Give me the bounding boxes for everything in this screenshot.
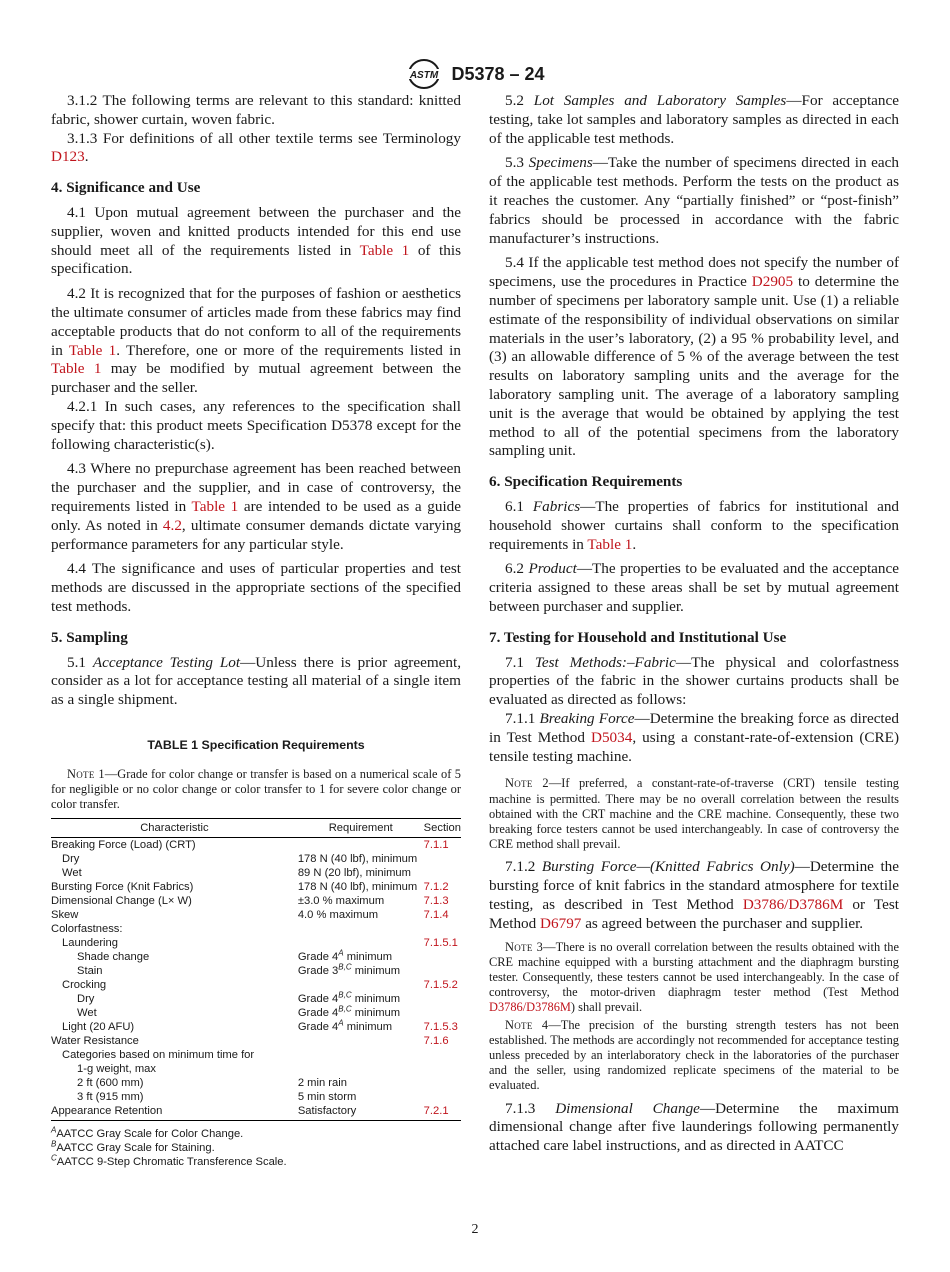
ref-d6797-link[interactable]: D6797 (540, 914, 582, 932)
table-row (51, 992, 461, 1006)
cell-characteristic: Categories based on minimum time for (62, 1049, 255, 1062)
cell-section-link (424, 1048, 461, 1062)
note-4: Note 4—The precision of the bursting strength testers has not been established. The methods are accordingly not recommended for acceptance testing unless preceded by an interlaboratory check in the laboratories of the purchaser and the seller, using randomized replicate specimens of the material to be evaluated. (489, 1017, 899, 1093)
table-row (51, 1104, 461, 1121)
cell-requirement: 178 N (40 lbf), minimum (297, 881, 418, 894)
cell-requirement (298, 838, 424, 853)
cell-section-link (424, 922, 461, 936)
ref-d5034-link[interactable]: D5034 (591, 728, 633, 746)
table-row (51, 852, 461, 866)
cell-requirement (298, 1062, 424, 1076)
cell-section-link (424, 1006, 461, 1020)
cell-section-link (424, 852, 461, 866)
para-7-1: 7.1 Test Methods:–Fabric—The physical and colorfastness properties of the fabric in the shower curtains products shall be evaluated as directed as follows: (489, 653, 899, 709)
para-4-2: 4.2 It is recognized that for the purposes of fashion or aesthetics the ultimate consumer of articles made from these fabrics may find acceptable products that do not conform to all of the requirements in Table 1. Therefore, one or more of the requirements listed in Table 1 may be modified by mutual agreement between the purchaser and the seller. (51, 285, 461, 397)
table-row (51, 964, 461, 978)
ref-d2905-link[interactable]: D2905 (751, 273, 794, 291)
cell-characteristic: Breaking Force (Load) (CRT) (51, 839, 196, 852)
astm-logo-icon (405, 58, 443, 90)
cell-requirement: 178 N (40 lbf), minimum (297, 853, 418, 866)
para-4-2-1: 4.2.1 In such cases, any references to the specification shall specify that: this product meets Specification D5378 except for the following characteristic(s). (51, 397, 461, 453)
para-3-1-3: 3.1.3 For definitions of all other textile terms see Terminology D123. (51, 129, 461, 166)
table-row (51, 1020, 461, 1034)
para-4-1: 4.1 Upon mutual agreement between the purchaser and the supplier, woven and knitted products intended for this end use should meet all of the requirements listed in Table 1 of this specification. (51, 203, 461, 278)
section-6-heading: 6. Specification Requirements (489, 473, 683, 491)
cell-requirement: Grade $4^{B,C}$ minimum (297, 1004, 401, 1020)
table-row (51, 1090, 461, 1104)
cell-characteristic: Dry (62, 853, 80, 866)
cell-section-link (424, 1090, 461, 1104)
table-row (51, 978, 461, 992)
cell-characteristic: Wet (77, 1007, 97, 1020)
cell-requirement: 2 min rain (297, 1077, 347, 1090)
cell-section-link[interactable]: 7.1.6 (423, 1035, 449, 1048)
col-header-characteristic: Characteristic (51, 819, 298, 838)
ref-table-1-link[interactable]: Table 1 (68, 341, 117, 359)
page-header (0, 58, 950, 90)
cell-characteristic: Appearance Retention (51, 1104, 298, 1121)
cell-requirement: 4.0 % maximum (297, 909, 379, 922)
ref-table-1-link[interactable]: Table 1 (587, 535, 633, 553)
table-row (51, 908, 461, 922)
table-row (51, 1062, 461, 1076)
para-7-1-3: 7.1.3 Dimensional Change—Determine the maximum dimensional change after five launderings following permanently attached care label instructions, and as directed in AATCC (489, 1099, 899, 1155)
cell-requirement (298, 978, 424, 992)
table-row (51, 880, 461, 894)
ref-d123-link[interactable]: D123 (51, 148, 85, 166)
ref-table-1-link[interactable]: Table 1 (191, 497, 239, 515)
cell-characteristic: Skew (51, 909, 79, 922)
table-row (51, 894, 461, 908)
document-code: D5378 – 24 (451, 63, 545, 84)
para-3-1-2: 3.1.2 The following terms are relevant to this standard: knitted fabric, shower curtain, woven fabric. (51, 92, 461, 128)
para-5-2: 5.2 Lot Samples and Laboratory Samples—For acceptance testing, take lot samples and laboratory samples as directed in each of the applicable test methods. (489, 92, 899, 147)
cell-requirement (298, 922, 424, 936)
cell-requirement (298, 936, 424, 950)
cell-requirement: 5 min storm (297, 1091, 357, 1104)
footnote-b: $^B$AATCC Gray Scale for Staining. (51, 1139, 215, 1155)
para-4-4: 4.4 The significance and uses of particular properties and test methods are discussed in the appropriate sections of the specified test methods. (51, 560, 461, 615)
table-row (51, 1006, 461, 1020)
footnote-a: $^A$AATCC Gray Scale for Color Change. (51, 1125, 244, 1141)
cell-section-link[interactable]: 7.1.5.1 (423, 937, 458, 950)
table-row (51, 936, 461, 950)
cell-section-link[interactable]: 7.2.1 (424, 1104, 461, 1121)
cell-requirement: Grade $4^A$ minimum (297, 948, 393, 964)
ref-d3786-link[interactable]: D3786/D3786M (742, 895, 844, 913)
ref-table-1-link[interactable]: Table 1 (359, 241, 410, 259)
table-row (51, 838, 461, 853)
cell-characteristic: Light (20 AFU) (62, 1021, 135, 1034)
para-5-1: 5.1 Acceptance Testing Lot—Unless there is prior agreement, consider as a lot for acceptance testing all material of a single item as a single shipment. (51, 653, 462, 709)
para-6-2: 6.2 Product—The properties to be evaluated and the acceptance criteria assigned to these areas shall be set by mutual agreement between purchaser and supplier. (489, 560, 900, 615)
cell-characteristic: Bursting Force (Knit Fabrics) (51, 881, 194, 894)
para-5-3: 5.3 Specimens—Take the number of specimens directed in each of the applicable test methods. Perform the tests on the product as it reaches the customer. Any “partially finished” or “post-finish” fabrics should be processed in accordance with the fabric manufacturer’s instructions. (489, 154, 900, 247)
cell-characteristic: 1-g weight, max (77, 1063, 156, 1076)
cell-requirement (298, 1034, 424, 1048)
cell-section-link (424, 950, 461, 964)
cell-section-link[interactable]: 7.1.1 (423, 839, 449, 852)
table-row (51, 866, 461, 880)
cell-characteristic: Water Resistance (51, 1035, 139, 1048)
cell-characteristic: Crocking (62, 979, 107, 992)
logo-text: ASTM (410, 70, 439, 81)
cell-requirement: Grade $4^A$ minimum (297, 1018, 393, 1034)
note-2: Note 2—If preferred, a constant-rate-of-traverse (CRT) tensile testing machine is permitted. There may be no overall correlation between the results obtained with the CRT machine and the CRE machine. Consequently, these two breaking force testers cannot be used interchangeably. In case of controversy the CRE method shall prevail. (489, 776, 899, 852)
cell-section-link (424, 1062, 461, 1076)
page-number: 2 (471, 1222, 479, 1237)
cell-section-link (424, 866, 461, 880)
cell-characteristic: 3 ft (915 mm) (77, 1091, 144, 1104)
table-title: TABLE 1 Specification Requirements (147, 737, 365, 752)
cell-characteristic: Dimensional Change (L× W) (51, 895, 192, 908)
cell-section-link[interactable]: 7.1.4 (423, 909, 449, 922)
cell-section-link (424, 964, 461, 978)
cell-requirement: Grade $3^{B,C}$ minimum (297, 962, 401, 978)
table-row (51, 1048, 461, 1062)
cell-characteristic: Dry (77, 993, 95, 1006)
cell-characteristic: Colorfastness: (51, 923, 123, 936)
para-5-4: 5.4 If the applicable test method does not specify the number of specimens, use the procedures in Practice D2905 to determine the number of specimens per laboratory sample unit. Use (1) a reliable estimate of the responsibility of individual observations on similar materials in the user’s laboratory, (2) a 95 % probability level, and (3) an allowable difference of 5 % of the average between the test results on laboratory sampling units and the average for the laboratory sampling unit. The average of a laboratory sampling unit is the average that would be obtained by applying the test method to all of the potential specimens from the laboratory sampling unit. (489, 254, 899, 460)
table-row (51, 1076, 461, 1090)
right-column (489, 92, 899, 1162)
section-5-heading: 5. Sampling (51, 628, 128, 646)
cell-section-link[interactable]: 7.1.5.2 (423, 979, 458, 992)
cell-requirement: Grade $4^{B,C}$ minimum (297, 990, 401, 1006)
section-4-heading: 4. Significance and Use (51, 179, 201, 197)
cell-requirement: ±3.0 % maximum (297, 895, 385, 908)
cell-characteristic: Wet (62, 867, 82, 880)
para-4-3: 4.3 Where no prepurchase agreement has been reached between the purchaser and the supplier, and in case of controversy, the requirements listed in Table 1 are intended to be used as a guide only. As noted in 4.2, ultimate consumer demands dictate varying performance parameters for any particular style. (51, 460, 462, 553)
table-note-1: Note 1—Grade for color change or transfer is based on a numerical scale of 5 for negligible or no color change or color transfer to 1 for severe color change or color transfer. (51, 766, 461, 812)
cell-section-link[interactable]: 7.1.5.3 (423, 1021, 458, 1034)
para-6-1: 6.1 Fabrics—The properties of fabrics for institutional and household shower curtains shall conform to the specification requirements in Table 1. (489, 497, 900, 553)
note-3: Note 3—There is no overall correlation between the results obtained with the CRE machine equipped with a bursting attachment and the diaphragm bursting tester. Consequently, these testers cannot be used interchangeably. In the case of controversy, the motor-driven diaphragm tester method (Test Method D3786/D3786M) shall prevail. (489, 939, 899, 1015)
ref-section-4-2-link[interactable]: 4.2 (162, 516, 182, 534)
col-header-section: Section (424, 819, 461, 838)
cell-requirement (298, 1048, 424, 1062)
table-row (51, 950, 461, 964)
cell-section-link[interactable]: 7.1.2 (423, 881, 449, 894)
table-footnotes (51, 1127, 461, 1169)
cell-section-link (424, 1076, 461, 1090)
cell-section-link[interactable]: 7.1.3 (423, 895, 449, 908)
para-7-1-2: 7.1.2 Bursting Force—(Knitted Fabrics Only)—Determine the bursting force of knit fabrics in the standard atmosphere for textile testing, as described in Test Method D3786/D3786M or Test Method D6797 as agreed between the purchaser and supplier. (489, 858, 900, 932)
cell-characteristic: Shade change (77, 951, 150, 964)
col-header-requirement: Requirement (298, 819, 424, 838)
section-7-heading: 7. Testing for Household and Institutional Use (489, 628, 787, 646)
table-row (51, 922, 461, 936)
cell-characteristic: Laundering (62, 937, 118, 950)
ref-d3786-link[interactable]: D3786/D3786M (489, 1000, 571, 1015)
cell-characteristic: Stain (77, 965, 103, 978)
footnote-c: $^C$AATCC 9-Step Chromatic Transference Scale. (51, 1153, 287, 1169)
left-column (51, 92, 461, 1169)
para-7-1-1: 7.1.1 Breaking Force—Determine the breaking force as directed in Test Method D5034, using a constant-rate-of-extension (CRE) tensile testing machine. (489, 709, 899, 765)
table-row (51, 1034, 461, 1048)
cell-requirement: 89 N (20 lbf), minimum (297, 867, 411, 880)
cell-characteristic: 2 ft (600 mm) (77, 1077, 144, 1090)
spec-requirements-table (51, 818, 461, 1121)
cell-section-link (424, 992, 461, 1006)
ref-table-1-link[interactable]: Table 1 (51, 360, 102, 378)
cell-requirement: Satisfactory (298, 1104, 424, 1121)
